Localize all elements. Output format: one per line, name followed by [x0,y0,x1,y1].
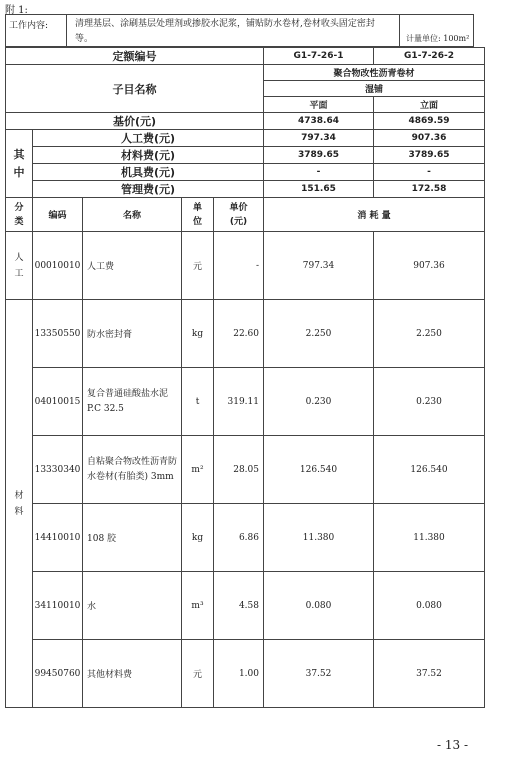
row-5-v1: 0.080 [264,572,374,640]
row-6-code: 99450760 [33,640,83,708]
row-2-code: 04010015 [33,368,83,436]
subitem-title: 聚合物改性沥青卷材 [264,65,485,81]
among-label [6,130,33,198]
row-3-code: 13330340 [33,436,83,504]
quota-table [5,47,485,708]
row-1-price: 22.60 [214,300,264,368]
row-2-v1: 0.230 [264,368,374,436]
quota-code-2: G1-7-26-2 [374,48,485,65]
category-labor-text: 人工 [14,252,24,279]
row-6-name: 其他材料费 [83,640,182,708]
row-5-unit: m³ [182,572,214,640]
row-6-v2: 37.52 [374,640,485,708]
management-cost-2: 172.58 [374,181,485,198]
work-content-text: 清理基层、涂刷基层处理剂或掺胶水泥浆，铺贴防水卷材,卷材收头固定密封等。 [67,15,400,46]
header-price [214,198,264,232]
row-0-price: - [214,232,264,300]
row-5-price: 4.58 [214,572,264,640]
page-number: - 13 - [437,738,469,752]
row-0-name: 人工费 [83,232,182,300]
row-3-name: 自粘聚合物改性沥青防水卷材(有胎类) 3mm [83,436,182,504]
base-price-label: 基价(元) [6,113,264,130]
labor-cost-2: 907.36 [374,130,485,147]
row-0-unit: 元 [182,232,214,300]
row-4-v1: 11.380 [264,504,374,572]
row-1-v1: 2.250 [264,300,374,368]
category-material-text: 材料 [14,490,24,517]
row-2-name: 复合普通硅酸盐水泥 P.C 32.5 [83,368,182,436]
header-category [6,198,33,232]
subitem-name-label: 子目名称 [6,65,264,113]
row-5-name: 水 [83,572,182,640]
quota-code-1: G1-7-26-1 [264,48,374,65]
base-price-1: 4738.64 [264,113,374,130]
material-cost-2: 3789.65 [374,147,485,164]
labor-cost-1: 797.34 [264,130,374,147]
row-5-v2: 0.080 [374,572,485,640]
row-3-price: 28.05 [214,436,264,504]
labor-cost-label: 人工费(元) [33,130,264,147]
material-cost-label: 材料费(元) [33,147,264,164]
row-4-code: 14410010 [33,504,83,572]
machine-cost-label: 机具费(元) [33,164,264,181]
row-0-v2: 907.36 [374,232,485,300]
machine-cost-2: - [374,164,485,181]
quota-number-label: 定额编号 [6,48,264,65]
management-cost-1: 151.65 [264,181,374,198]
attachment-label: 附 1: [5,5,28,16]
material-cost-1: 3789.65 [264,147,374,164]
header-code: 编码 [33,198,83,232]
row-1-v2: 2.250 [374,300,485,368]
row-1-unit: kg [182,300,214,368]
column-flat: 平面 [264,97,374,113]
header-category-text: 分类 [14,202,24,227]
column-vertical: 立面 [374,97,485,113]
row-2-unit: t [182,368,214,436]
row-6-unit: 元 [182,640,214,708]
row-3-v1: 126.540 [264,436,374,504]
row-4-price: 6.86 [214,504,264,572]
subitem-sub: 湿铺 [264,81,485,97]
management-cost-label: 管理费(元) [33,181,264,198]
row-1-code: 13350550 [33,300,83,368]
header-name: 名称 [83,198,182,232]
row-1-name: 防水密封膏 [83,300,182,368]
header-consumption: 消 耗 量 [264,198,485,232]
row-3-v2: 126.540 [374,436,485,504]
row-6-price: 1.00 [214,640,264,708]
row-3-unit: m² [182,436,214,504]
machine-cost-1: - [264,164,374,181]
among-label-text: 其中 [13,147,25,179]
row-6-v1: 37.52 [264,640,374,708]
category-material [6,300,33,708]
row-2-v2: 0.230 [374,368,485,436]
row-0-v1: 797.34 [264,232,374,300]
header-unit [182,198,214,232]
row-4-name: 108 胶 [83,504,182,572]
header-price-text: 单价(元) [229,202,248,227]
work-content-box [5,14,474,47]
header-unit-text: 单位 [192,202,202,227]
row-4-v2: 11.380 [374,504,485,572]
work-content-label: 工作内容: [6,15,67,46]
row-0-code: 00010010 [33,232,83,300]
row-4-unit: kg [182,504,214,572]
base-price-2: 4869.59 [374,113,485,130]
measure-unit: 计量单位: 100m² [406,34,470,43]
category-labor [6,232,33,300]
row-2-price: 319.11 [214,368,264,436]
row-5-code: 34110010 [33,572,83,640]
